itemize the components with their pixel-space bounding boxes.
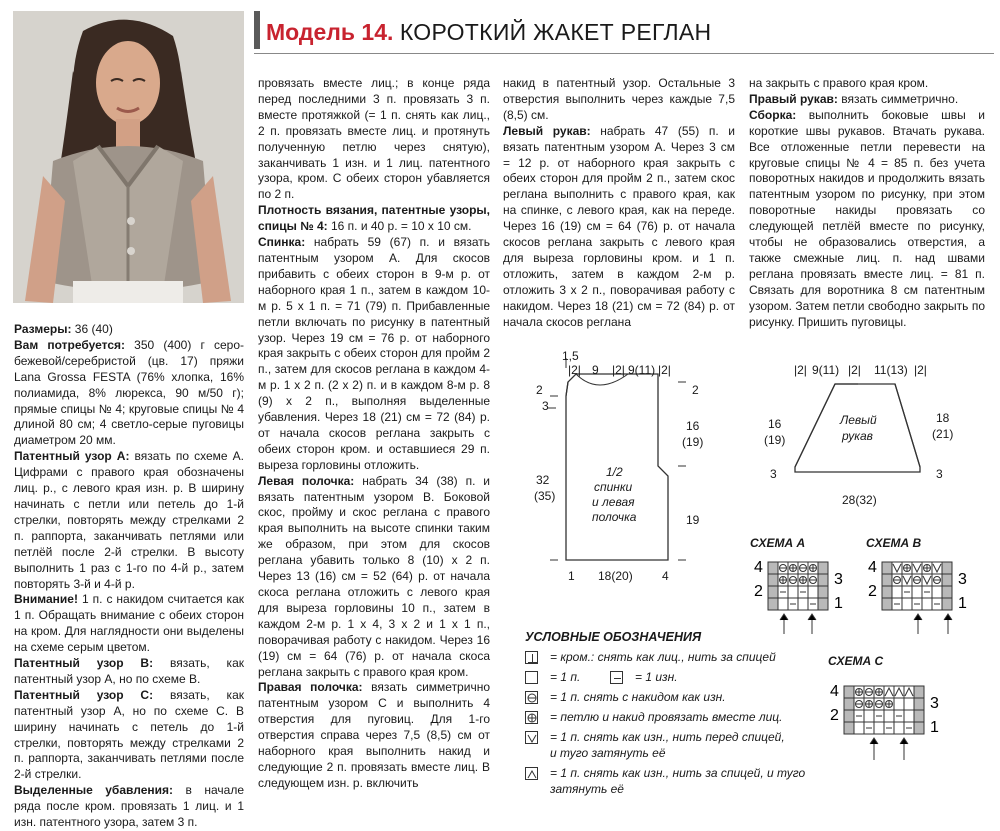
text-density: 16 п. и 40 р. = 10 x 10 см. [327, 219, 472, 234]
paragraph-sleeve-end: на закрыть с правого края кром. [749, 76, 929, 90]
sleeve-dim-2c: |2| [914, 363, 927, 377]
sleeve-dim-2b: |2| [848, 363, 861, 377]
text-pattern-b: вязать, как патентный узор А, но по схеме В. [14, 656, 244, 686]
label-left-front: Левая полочка: [258, 473, 355, 488]
schema-c-row4: 4 [830, 683, 839, 700]
schema-a [750, 536, 860, 636]
sleeve-dim-18: 18 [936, 411, 950, 425]
legend-text-edge: = кром.: снять как лиц., нить за спицей [550, 650, 776, 664]
legend-row-knit-purl [525, 670, 815, 685]
legend-text-slip-front-cont: и туго затянуть её [550, 746, 666, 760]
dim-top-2c: |2| [658, 363, 671, 377]
schema-b-row1: 1 [958, 595, 967, 612]
slip-yarn-front-icon [525, 731, 538, 744]
legend-row-slip-back-cont [550, 782, 815, 797]
legend-row-slip-yo [525, 690, 815, 705]
page-header [254, 11, 994, 49]
legend [525, 630, 815, 802]
sleeve-dim-11-13: 11(13) [874, 363, 908, 377]
paragraph-assembly [749, 108, 985, 331]
model-number: Модель 14. [266, 19, 394, 45]
slip-with-yarnover-icon [525, 691, 538, 704]
text-column-2 [258, 76, 490, 792]
label-attention: Внимание! [14, 592, 78, 607]
label-right-front: Правая полочка: [258, 680, 363, 695]
text-pattern-a: вязать по схеме А. Цифрами с правого края обозначены лиц. р., с левого края изн. р. В ширину начинать с петли или петель до 1-й стрелки, повторять между стрелками 2 п. раппорта, заканчивать петлями или петлёй после 2-й стрелки. В высоту выполнить 1 раз с 1-го по 4-й р., затем повторять 3-й и 4-й р. [14, 449, 244, 591]
label-left-sleeve: Левый рукав: [503, 123, 591, 138]
legend-text-knit-together: = петлю и накид провязать вместе лиц. [550, 710, 783, 724]
legend-text-slip-yo: = 1 п. снять с накидом как изн. [550, 690, 726, 704]
diagram-label-line4: полочка [592, 510, 637, 524]
schema-b-row3: 3 [958, 571, 967, 588]
dim-left-32: 32 [536, 473, 550, 487]
model-photo [13, 11, 244, 303]
legend-text-slip-back-cont: затянуть её [550, 782, 624, 796]
paragraph-back [258, 235, 490, 474]
dim-left-3: 3 [542, 399, 549, 413]
legend-row-knit-together [525, 710, 815, 725]
schema-a-row1: 1 [834, 595, 843, 612]
schema-a-row3: 3 [834, 571, 843, 588]
paragraph-sizes [14, 322, 244, 338]
label-decreases: Выделенные убавления: [14, 783, 173, 798]
text-column-3 [503, 76, 735, 331]
paragraph-left-front [258, 474, 490, 681]
schema-a-row4: 4 [754, 559, 763, 576]
body-diagram [528, 348, 718, 598]
dim-right-19p: (19) [682, 435, 704, 449]
sleeve-dim-right-3: 3 [936, 467, 943, 481]
sleeve-diagram [760, 362, 960, 512]
schema-a-title: СХЕМА А [750, 536, 806, 550]
schema-c [828, 654, 948, 764]
legend-text-knit: = 1 п. [550, 670, 581, 684]
label-pattern-b: Патентный узор В: [14, 656, 154, 671]
text-sizes: 36 (40) [71, 322, 113, 336]
text-right-sleeve: вязать симметрично. [837, 91, 959, 106]
text-left-sleeve: набрать 47 (55) п. и вязать патентным узором А. Через 3 см = 12 р. от наборного края закрыть с обеих сторон для пройм 2 п., затем скос реглана выполнить с правого края, как на спинке, с левого края, как на переде. Через 16 (19) см = 64 (76) р. от начала скосов реглана закрыть с левого края для выреза горловины кром. и 1 п. отложить, затем в каждом 2-м р. отложить 3 x 2 п., поворачивая работу с накидом. Через 18 (21) см = 72 (84) р. от начала скосов реглана [503, 123, 735, 329]
legend-text-purl: = 1 изн. [635, 670, 678, 684]
legend-row-slip-back [525, 766, 815, 781]
schema-c-row1: 1 [930, 719, 939, 736]
sleeve-dim-bottom: 28(32) [842, 493, 877, 507]
text-column-1 [14, 322, 244, 831]
text-back: набрать 59 (67) п. и вязать патентным узором А. Для скосов прибавить с обеих сторон в 9-м р. от наборного края 1 п., затем в каждом 10-м р. 5 x 1 п. = 71 (79) п. Прибавленные петли включать по рисунку в патентный узор. Через 19 см = 76 р. от наборного края закрыть с обеих сторон для пройм 2 п., затем для скосов реглана в каждом 4-м р. 1 x 2 п. (2 x 2) п. и в каждом 8-м р. 8 (9) x 2 п., выполняя выделенные убавления. Через 18 (21) см = 72 (84) р. от начала скосов реглана закрыть с обеих сторон кром. и оставшиеся 29 п. выреза горловины отложить. [258, 235, 490, 472]
paragraph-right-front [258, 680, 490, 791]
label-density: Плотность вязания, патентные узоры, спицы № 4: [258, 203, 490, 234]
legend-text-slip-back: = 1 п. снять как изн., нить за спицей, и туго [550, 766, 806, 780]
paragraph-right-sleeve [749, 92, 985, 108]
dim-top-1-5: 1,5 [562, 349, 579, 363]
paragraph-decreases-cont: провязать вместе лиц.; в конце ряда перед последними 3 п. провязать 3 п. вместе протяжкой (= 1 п. снять как лиц., 2 п. провязать вместе лиц. и протянуть полученную петлю через снятую), заканчивать 1 изн. и 1 лиц. патентного узора, кром. С обеих сторон убавляется по 2 п. [258, 76, 490, 202]
schema-b-row2: 2 [868, 583, 877, 600]
legend-text-slip-front: = 1 п. снять как изн., нить перед спицей, [550, 730, 785, 744]
label-pattern-c: Патентный узор С: [14, 687, 154, 702]
sleeve-dim-2a: |2| [794, 363, 807, 377]
text-right-front: вязать симметрично патентным узором С и выполнить 4 отверстия для пуговиц. Для 1-го отверстия справа через 7,5 (8,5) см от наборного края выполнить накид и следующие 2 п. провязать вместе лиц. В следующем изн. р. включить [258, 680, 490, 790]
slip-yarn-back-icon [525, 767, 538, 780]
legend-row-edge [525, 650, 815, 665]
model-name: КОРОТКИЙ ЖАКЕТ РЕГЛАН [399, 19, 712, 45]
label-assembly: Сборка: [749, 107, 797, 122]
text-pattern-c: вязать, как патентный узор А, но по схеме С. В ширину начинать с петель до 1-й стрелки, повторять между стрелками 2 п. раппорта, заканчивать петлями после 2-й стрелки. [14, 687, 244, 782]
sleeve-dim-9-11: 9(11) [812, 363, 840, 377]
paragraph-materials [14, 338, 244, 449]
schema-c-row3: 3 [930, 695, 939, 712]
label-sizes: Размеры: [14, 322, 72, 336]
dim-top-2a: |2| [568, 363, 581, 377]
schema-b-row4: 4 [868, 559, 877, 576]
header-bar [254, 11, 260, 49]
legend-row-slip-front [525, 730, 815, 745]
sleeve-dim-21p: (21) [932, 427, 954, 441]
diagram-label-line1: 1/2 [606, 465, 623, 479]
dim-top-9: 9 [592, 363, 599, 377]
diagram-label-line2: спинки [594, 480, 633, 494]
schema-a-row2: 2 [754, 583, 763, 600]
header-rule [254, 53, 994, 54]
paragraph-pattern-a [14, 449, 244, 592]
paragraph-left-sleeve [503, 124, 735, 331]
label-back: Спинка: [258, 235, 306, 250]
edge-stitch-icon [525, 651, 538, 664]
text-assembly: выполнить боковые швы и короткие швы рукавов. Втачать рукава. Все отложенные петли перевести на круговые спицы № 4 = 85 п. без учета поворотных накидов и продолжить вязать патентным узором по рисунку, при этом поворотные накиды провязать со следующей петлёй вместе по рисунку, чтобы не образовались отверстия, а также смежные лиц. п. над швами реглана провязать вместе лиц. = 81 п. Связать для воротника 8 см патентным узором. Затем петли свободно закрыть по рисунку. Пришить пуговицы. [749, 107, 985, 329]
sleeve-dim-left-3: 3 [770, 467, 777, 481]
knit-together-icon [525, 711, 538, 724]
dim-right-2: 2 [692, 383, 699, 397]
dim-bottom-4: 4 [662, 569, 669, 583]
sleeve-dim-16: 16 [768, 417, 782, 431]
dim-left-35p: (35) [534, 489, 556, 503]
text-decreases: в начале ряда после кром. провязать 1 лиц. и 1 изн. патентного узора, затем 3 п. [14, 783, 244, 830]
text-materials: 350 (400) г серо-бежевой/серебристой (цв. 17) пряжи Lana Grossa FESTA (76% хлопка, 16% полиамида, 8% люрекса, 90 м/50 г); прямые спицы № 4; круговые спицы № 4 длиной 80 см; 4 светло-серые пуговицы диаметром 20 мм. [14, 337, 244, 448]
legend-row-slip-front-cont [550, 746, 815, 761]
dim-left-2: 2 [536, 383, 543, 397]
dim-bottom-1: 1 [568, 569, 575, 583]
paragraph-attention [14, 592, 244, 656]
legend-title: УСЛОВНЫЕ ОБОЗНАЧЕНИЯ [525, 630, 702, 644]
sleeve-dim-19p: (19) [764, 433, 786, 447]
dim-bottom-18-20: 18(20) [598, 569, 633, 583]
dim-top-2b: |2| [612, 363, 625, 377]
diagram-label-line3: и левая [592, 495, 635, 509]
sleeve-label-line1: Левый [840, 413, 877, 427]
label-materials: Вам потребуется: [14, 337, 126, 352]
sleeve-label-line2: рукав [842, 429, 873, 443]
schema-c-title: СХЕМА С [828, 654, 884, 668]
paragraph-decreases [14, 783, 244, 831]
dim-top-9-11: 9(11) [628, 363, 656, 377]
paragraph-pattern-c [14, 688, 244, 783]
text-left-front: набрать 34 (38) п. и вязать патентным узором В. Боковой скос, пройму и скос реглана с правого края выполнить на высоте спинки таким же образом, при этом для скосов реглана убавить только 8 (10) x 2 п. Через 13 (16) см = 52 (64) р. от начала скоса реглана отложить с левого края для выреза горловины 10 п., затем в каждом 2-м р. 1 x 4, 3 x 2 и 1 x 1 п., поворачивая работу с накидом. Через 16 (19) см = 64 (76) р. от начала скоса реглана закрыть с правого края кром. [258, 473, 490, 679]
purl-stitch-icon [610, 671, 623, 684]
label-right-sleeve: Правый рукав: [749, 91, 838, 106]
schema-b [866, 536, 986, 636]
paragraph-density [258, 203, 490, 235]
page-title [266, 19, 711, 45]
text-attention: 1 п. с накидом считается как 1 п. Обращать внимание с обеих сторон на кром. Для наглядности они выделены на схеме серым цветом. [14, 592, 244, 655]
schema-c-row2: 2 [830, 707, 839, 724]
paragraph-pattern-b [14, 656, 244, 688]
text-column-4 [749, 76, 985, 331]
dim-right-16: 16 [686, 419, 700, 433]
knit-stitch-icon [525, 671, 538, 684]
dim-right-19: 19 [686, 513, 700, 527]
label-pattern-a: Патентный узор А: [14, 449, 130, 464]
paragraph-buttonholes: накид в патентный узор. Остальные 3 отверстия выполнить через каждые 7,5 (8,5) см. [503, 76, 735, 122]
schema-b-title: СХЕМА В [866, 536, 922, 550]
